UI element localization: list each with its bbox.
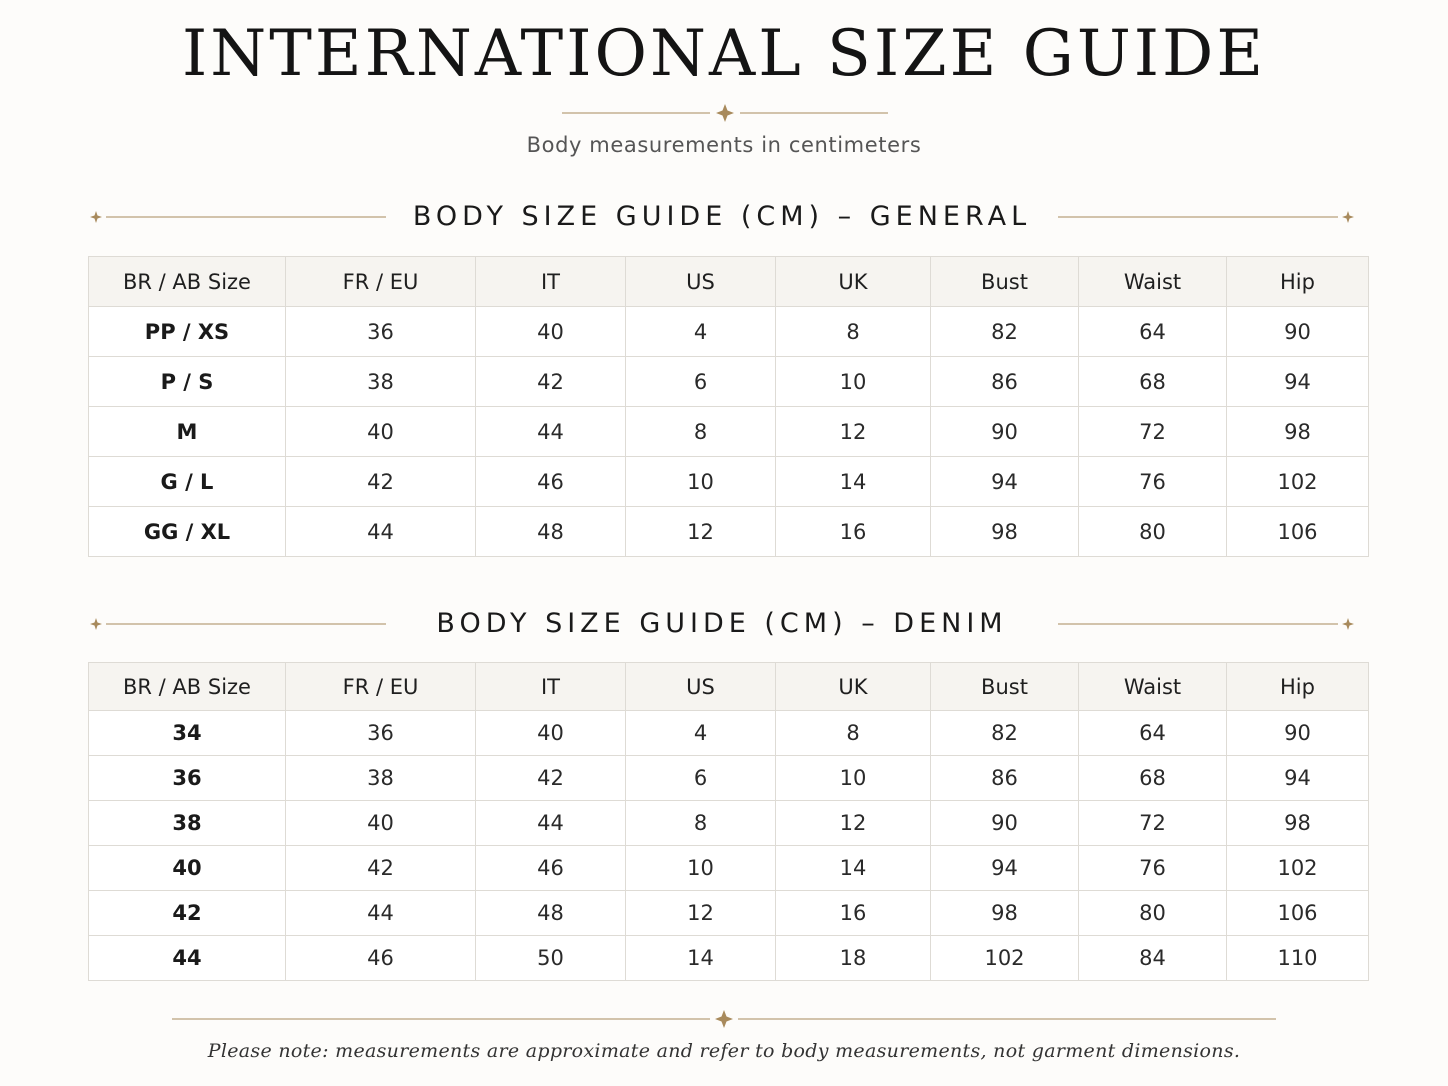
table-cell: 10 [626,457,776,507]
table-cell: 48 [476,507,626,557]
column-header: BR / AB Size [89,257,286,307]
size-cell: GG / XL [89,507,286,557]
size-cell: 40 [89,846,286,891]
table-cell: 94 [1227,357,1369,407]
table-cell: 10 [776,357,931,407]
section-title-denim: BODY SIZE GUIDE (CM) – DENIM [436,608,1008,639]
page-title: INTERNATIONAL SIZE GUIDE [181,17,1267,91]
general-size-table [88,256,1369,557]
table-cell: 44 [286,507,476,557]
table-cell: 12 [626,891,776,936]
table-row [89,801,1369,846]
column-header: FR / EU [286,257,476,307]
size-cell: 34 [89,711,286,756]
table-row [89,711,1369,756]
table-cell: 8 [626,801,776,846]
size-cell: PP / XS [89,307,286,357]
column-header: IT [476,663,626,711]
table-cell: 72 [1079,801,1227,846]
table-row [89,357,1369,407]
table-cell: 84 [1079,936,1227,981]
table-row [89,846,1369,891]
table-cell: 106 [1227,891,1369,936]
table-cell: 42 [286,846,476,891]
table-cell: 44 [476,801,626,846]
table-cell: 98 [931,507,1079,557]
table-cell: 64 [1079,307,1227,357]
column-header: UK [776,257,931,307]
table-cell: 12 [626,507,776,557]
table-cell: 46 [476,846,626,891]
size-cell: 44 [89,936,286,981]
table-cell: 98 [1227,407,1369,457]
column-header: Bust [931,663,1079,711]
table-cell: 64 [1079,711,1227,756]
footnote: Please note: measurements are approximate and refer to body measurements, not garment dimensions. [207,1040,1241,1062]
size-cell: 38 [89,801,286,846]
table-cell: 94 [931,457,1079,507]
section-divider-left [88,208,388,226]
table-cell: 102 [931,936,1079,981]
table-cell: 46 [476,457,626,507]
denim-size-table [88,662,1369,981]
table-cell: 82 [931,711,1079,756]
column-header: US [626,663,776,711]
table-cell: 44 [286,891,476,936]
footer-divider-ornament [172,1010,1276,1028]
table-header-row [89,663,1369,711]
table-cell: 48 [476,891,626,936]
table-cell: 50 [476,936,626,981]
table-row [89,936,1369,981]
table-row [89,307,1369,357]
table-cell: 102 [1227,846,1369,891]
table-cell: 68 [1079,357,1227,407]
table-cell: 16 [776,891,931,936]
table-cell: 46 [286,936,476,981]
table-cell: 42 [476,357,626,407]
table-cell: 16 [776,507,931,557]
table-cell: 72 [1079,407,1227,457]
table-cell: 76 [1079,846,1227,891]
table-cell: 44 [476,407,626,457]
section-title-general: BODY SIZE GUIDE (CM) – GENERAL [412,201,1032,232]
table-cell: 6 [626,756,776,801]
table-cell: 40 [476,711,626,756]
table-cell: 80 [1079,507,1227,557]
table-cell: 80 [1079,891,1227,936]
page-subtitle: Body measurements in centimeters [526,133,922,157]
table-cell: 40 [286,407,476,457]
table-cell: 90 [931,801,1079,846]
column-header: Hip [1227,257,1369,307]
table-cell: 90 [931,407,1079,457]
table-cell: 36 [286,711,476,756]
table-cell: 12 [776,407,931,457]
table-cell: 10 [776,756,931,801]
section-header-denim [88,607,1368,641]
table-cell: 38 [286,357,476,407]
table-cell: 12 [776,801,931,846]
table-cell: 8 [776,307,931,357]
table-header-row [89,257,1369,307]
table-row [89,507,1369,557]
section-divider-right [1056,208,1356,226]
table-cell: 42 [286,457,476,507]
table-cell: 82 [931,307,1079,357]
sparkle-icon [90,618,102,630]
table-cell: 18 [776,936,931,981]
table-cell: 8 [776,711,931,756]
column-header: Bust [931,257,1079,307]
table-cell: 94 [931,846,1079,891]
table-cell: 6 [626,357,776,407]
column-header: US [626,257,776,307]
table-row [89,407,1369,457]
table-cell: 14 [776,846,931,891]
section-divider-left [88,615,388,633]
table-cell: 10 [626,846,776,891]
table-cell: 98 [1227,801,1369,846]
table-cell: 4 [626,307,776,357]
column-header: Hip [1227,663,1369,711]
table-cell: 40 [286,801,476,846]
size-cell: G / L [89,457,286,507]
sparkle-icon [1342,618,1354,630]
sparkle-icon [1342,211,1354,223]
table-cell: 94 [1227,756,1369,801]
table-cell: 36 [286,307,476,357]
size-cell: 42 [89,891,286,936]
table-row [89,756,1369,801]
table-cell: 98 [931,891,1079,936]
table-cell: 76 [1079,457,1227,507]
column-header: UK [776,663,931,711]
size-cell: P / S [89,357,286,407]
table-cell: 90 [1227,711,1369,756]
table-cell: 110 [1227,936,1369,981]
column-header: BR / AB Size [89,663,286,711]
star-ornament-icon [715,1010,733,1028]
size-cell: 36 [89,756,286,801]
section-header-general [88,200,1368,234]
title-divider-ornament [562,104,888,122]
table-row [89,457,1369,507]
table-cell: 8 [626,407,776,457]
table-cell: 38 [286,756,476,801]
column-header: Waist [1079,257,1227,307]
table-cell: 14 [776,457,931,507]
column-header: FR / EU [286,663,476,711]
table-cell: 42 [476,756,626,801]
column-header: Waist [1079,663,1227,711]
table-cell: 106 [1227,507,1369,557]
star-ornament-icon [716,104,734,122]
table-cell: 40 [476,307,626,357]
table-cell: 90 [1227,307,1369,357]
size-cell: M [89,407,286,457]
table-cell: 86 [931,756,1079,801]
table-cell: 14 [626,936,776,981]
table-cell: 4 [626,711,776,756]
column-header: IT [476,257,626,307]
table-cell: 102 [1227,457,1369,507]
table-row [89,891,1369,936]
section-divider-right [1056,615,1356,633]
sparkle-icon [90,211,102,223]
table-cell: 68 [1079,756,1227,801]
table-cell: 86 [931,357,1079,407]
